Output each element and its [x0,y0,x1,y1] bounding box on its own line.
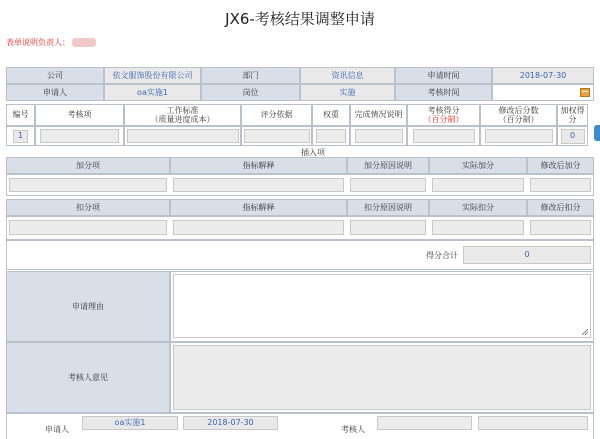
opinion-textarea[interactable] [173,345,591,410]
row-no-cell [6,126,35,146]
calendar-icon[interactable] [580,88,590,97]
apply-time-label: 申请时间 [395,67,492,84]
side-toggle-button[interactable] [594,125,600,141]
deduct-col-reason: 扣分原因说明 [347,199,429,216]
deduct-actual-input[interactable] [432,220,524,235]
weight-input[interactable] [316,129,346,143]
adjusted-input[interactable] [485,129,553,143]
standard-input[interactable] [127,129,239,143]
col-weighted-header: 加权得分 [557,104,588,126]
row-score-cell [407,126,480,146]
dept-value: 资讯信息 [300,67,395,84]
form-responsible [6,37,96,48]
blurred-name [72,38,96,47]
row-weight-cell [312,126,350,146]
row-no-value: 1 [13,130,28,143]
footer-assessor-date [478,416,588,430]
deduct-col-actual: 实际扣分 [429,199,527,216]
dept-label: 部门 [201,67,300,84]
deduct-col-item: 扣分项 [6,199,170,216]
col-standard-header: 工作标准 （质量进度成本） [124,104,241,126]
assess-time-field[interactable] [492,84,594,101]
resize-handle-icon[interactable] [582,329,588,335]
post-label: 岗位 [201,84,300,101]
add-col-explain: 指标解释 [170,157,347,174]
col-no-header: 编号 [6,104,35,126]
col-completion-header: 完成情况说明 [350,104,407,126]
page-title: JX6-考核结果调整申请 [225,10,375,28]
row-completion-cell [350,126,407,146]
footer-assessor-label: 考核人 [341,425,365,434]
col-adjusted-header: 修改后分数 （百分制） [480,104,557,126]
footer-date-value: 2018-07-30 [183,416,278,430]
total-value: 0 [463,246,591,264]
weighted-value: 0 [561,129,585,144]
col-score-note: （百分制） [423,115,464,124]
row-item-cell [35,126,124,146]
footer-applicant-value: oa实施1 [82,416,178,430]
row-standard-cell [124,126,241,146]
company-value: 依文服饰股份有限公司 [104,67,201,84]
deduct-col-explain: 指标解释 [170,199,347,216]
col-score-header [407,104,480,126]
add-explain-input[interactable] [173,178,344,192]
post-value: 实施 [300,84,395,101]
add-item-input[interactable] [9,178,167,192]
add-modified-input[interactable] [530,178,591,192]
col-item-header: 考核项 [35,104,124,126]
deduct-modified-input[interactable] [530,220,591,235]
deduct-reason-input[interactable] [350,220,426,235]
col-weight-header: 权重 [312,104,350,126]
assess-time-label: 考核时间 [395,84,492,101]
add-reason-input[interactable] [350,178,426,192]
add-col-actual: 实际加分 [429,157,527,174]
row-adjusted-cell [480,126,557,146]
col-basis-header: 评分依据 [241,104,312,126]
deduct-item-input[interactable] [9,220,167,235]
deduct-explain-input[interactable] [173,220,344,235]
add-col-item: 加分项 [6,157,170,174]
company-label: 公司 [6,67,104,84]
score-input[interactable] [413,129,475,143]
row-weighted-cell [557,126,588,146]
form-responsible-label: 表单说明负责人： [6,38,70,47]
insert-row-link[interactable]: 插入项 [301,148,325,157]
item-input[interactable] [40,129,119,143]
completion-input[interactable] [355,129,403,143]
row-basis-cell [241,126,312,146]
footer-applicant-label: 申请人 [45,425,69,434]
footer-assessor-value [377,416,472,430]
add-actual-input[interactable] [432,178,524,192]
apply-time-value: 2018-07-30 [492,67,594,84]
add-col-modified: 修改后加分 [527,157,594,174]
deduct-col-modified: 修改后扣分 [527,199,594,216]
applicant-label: 申请人 [6,84,104,101]
opinion-label: 考核人意见 [6,342,170,413]
reason-textarea[interactable] [173,274,591,338]
reason-label: 申请理由 [6,271,170,342]
basis-input[interactable] [244,129,310,143]
total-label: 得分合计 [426,251,458,260]
add-col-reason: 加分原因说明 [347,157,429,174]
col-score-label: 考核得分 [427,105,460,115]
applicant-value: oa实施1 [104,84,201,101]
